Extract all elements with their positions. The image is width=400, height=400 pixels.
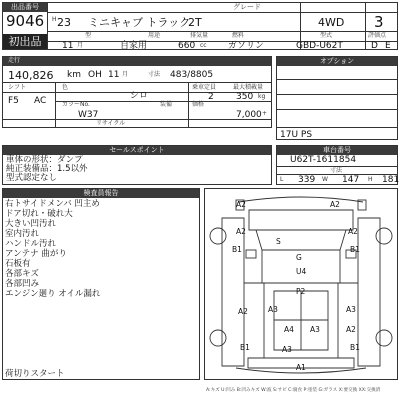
- dimension-label: 寸法: [148, 71, 161, 78]
- oh-mark: OH: [88, 70, 102, 80]
- mark-b1-left: B1: [232, 245, 242, 254]
- chassis-header: 車台番号: [277, 146, 397, 155]
- ac-value: AC: [34, 96, 47, 106]
- model-name: ミニキャブ トラック: [88, 16, 191, 29]
- seat-label: 乗車定員: [192, 84, 217, 91]
- dimension-value: 483/8805: [170, 70, 214, 80]
- report-item-10: エンジン廻り オイル漏れ: [5, 289, 101, 299]
- mark-a3-rear: A3: [282, 345, 292, 354]
- report-item-5: ハンドル汚れ: [5, 239, 57, 249]
- report-item-4: 室内汚れ: [5, 229, 40, 239]
- row2-label-6: 評価点: [368, 32, 387, 39]
- load-label: 最大積載量: [233, 84, 264, 91]
- mileage-unit: km: [67, 70, 81, 80]
- mileage-label: 走行: [8, 57, 21, 64]
- interior-grade: D: [371, 41, 378, 51]
- chassis-number: U62T-1611854: [290, 155, 357, 165]
- mark-b1-right: B1: [350, 245, 360, 254]
- car-diagram-svg: [204, 188, 398, 380]
- color-value: シロ: [130, 91, 149, 101]
- mark-s: S: [276, 237, 281, 246]
- mark-p2: P2: [296, 287, 306, 296]
- row2-label-1: 型: [85, 32, 92, 39]
- row2-label-5: 型式: [320, 32, 333, 39]
- note-3: 型式認定なし: [6, 173, 58, 183]
- doors-value: 2: [208, 92, 214, 102]
- mark-a2-mid-right: A2: [348, 227, 358, 236]
- equipment-label: 装備: [160, 101, 173, 108]
- size-l: 339: [298, 175, 316, 185]
- mark-a1: A1: [296, 363, 306, 372]
- size-w: 147: [342, 175, 360, 185]
- lot-number: 9046: [6, 12, 45, 30]
- mark-b1-bottom-left: B1: [240, 343, 250, 352]
- grade: 2T: [188, 16, 202, 29]
- exterior-grade: E: [385, 41, 391, 51]
- options-header: オプション: [277, 57, 397, 66]
- report-item-9: 各部凹み: [5, 279, 40, 289]
- mark-a2-bottom-left: A2: [238, 307, 248, 316]
- fuel: ガソリン: [228, 41, 265, 51]
- displacement: 660: [178, 41, 196, 51]
- grade-header: グレード: [217, 3, 277, 12]
- size-h: 181: [382, 175, 400, 185]
- first-listing-badge: 初出品: [3, 34, 47, 49]
- score: 3: [374, 13, 384, 31]
- mark-a2-top-right: A2: [330, 200, 340, 209]
- report-item-7: 石板有: [5, 259, 31, 269]
- load-unit: kg: [258, 93, 266, 100]
- size-l-label: L: [280, 176, 284, 183]
- price-unit: +: [262, 110, 268, 117]
- row2-label-4: 燃料: [232, 32, 245, 39]
- report-item-2: ドア切れ・破れ大: [5, 209, 73, 219]
- lot-label: 出品番号: [3, 3, 47, 12]
- footer-note: 荷切りスタート: [5, 369, 65, 379]
- notes-header: セールスポイント: [3, 146, 271, 155]
- model-code: GBD-U62T: [296, 41, 343, 51]
- options-block: [276, 56, 398, 128]
- color-label: 色: [62, 84, 69, 91]
- mark-a2-mid-left: A2: [236, 227, 246, 236]
- year-era: H: [52, 16, 57, 23]
- spec-header: [3, 57, 271, 66]
- displacement-unit: cc: [200, 42, 207, 49]
- mark-a4-center: A4: [284, 325, 294, 334]
- report-item-3: 大きい凹汚れ: [5, 219, 57, 229]
- load-value: 350: [236, 92, 254, 102]
- month-value: 11: [108, 70, 120, 80]
- drive-type: 4WD: [318, 16, 345, 29]
- report-item-1: 右トサイドメンバ 凹主め: [5, 199, 100, 209]
- month-unit: 月: [122, 71, 129, 78]
- recycle-label: リサイクル: [96, 120, 126, 127]
- report-header: 検査員報告: [3, 189, 199, 198]
- note-2: 純正装備品：1.5以外: [6, 164, 88, 174]
- report-item-6: アンテナ 曲がり: [5, 249, 67, 259]
- year-value: 23: [57, 16, 71, 29]
- inspection-month: 11: [62, 41, 74, 51]
- color-no-label: カラーNo.: [62, 101, 90, 108]
- mark-g: G: [296, 253, 302, 262]
- mark-a3-bottom-left: A3: [310, 325, 320, 334]
- mark-a3-bottom-right: A3: [346, 305, 356, 314]
- mark-a2-bottom-right: A2: [346, 325, 356, 334]
- mark-a2-top-left: A2: [236, 200, 246, 209]
- year-header: [49, 3, 113, 12]
- shift-label: シフト: [8, 84, 27, 91]
- price-label: 価格: [192, 101, 205, 108]
- inspection-unit: 月: [77, 42, 84, 49]
- report-item-8: 各部キズ: [5, 269, 39, 279]
- engine-value: 17U PS: [280, 130, 313, 140]
- usage: 自家用: [120, 41, 148, 51]
- size-label: 寸法: [330, 167, 343, 174]
- mark-a3-center: A3: [268, 305, 278, 314]
- engine-box: [276, 127, 398, 140]
- model-header: [115, 3, 215, 12]
- shift-value: F5: [8, 96, 19, 106]
- size-w-label: W: [322, 176, 328, 183]
- row2-label-3: 排気量: [190, 32, 209, 39]
- note-1: 車体の形状：ダンプ: [6, 155, 83, 165]
- color-no-value: W37: [78, 110, 99, 120]
- price-value: 7,000: [236, 110, 262, 120]
- mark-u4: U4: [296, 267, 307, 276]
- footer-legend: A:キズ U:凹み B:凹みキズ W:波 S:サビ C:腐食 P:塗装 G:ガラス X:要交換 XX:交換済: [206, 388, 381, 393]
- mark-b1-bottom-right: B1: [350, 343, 360, 352]
- row2-label-2: 用途: [148, 32, 161, 39]
- size-h-label: H: [368, 176, 373, 183]
- mileage: 140,826: [8, 69, 54, 82]
